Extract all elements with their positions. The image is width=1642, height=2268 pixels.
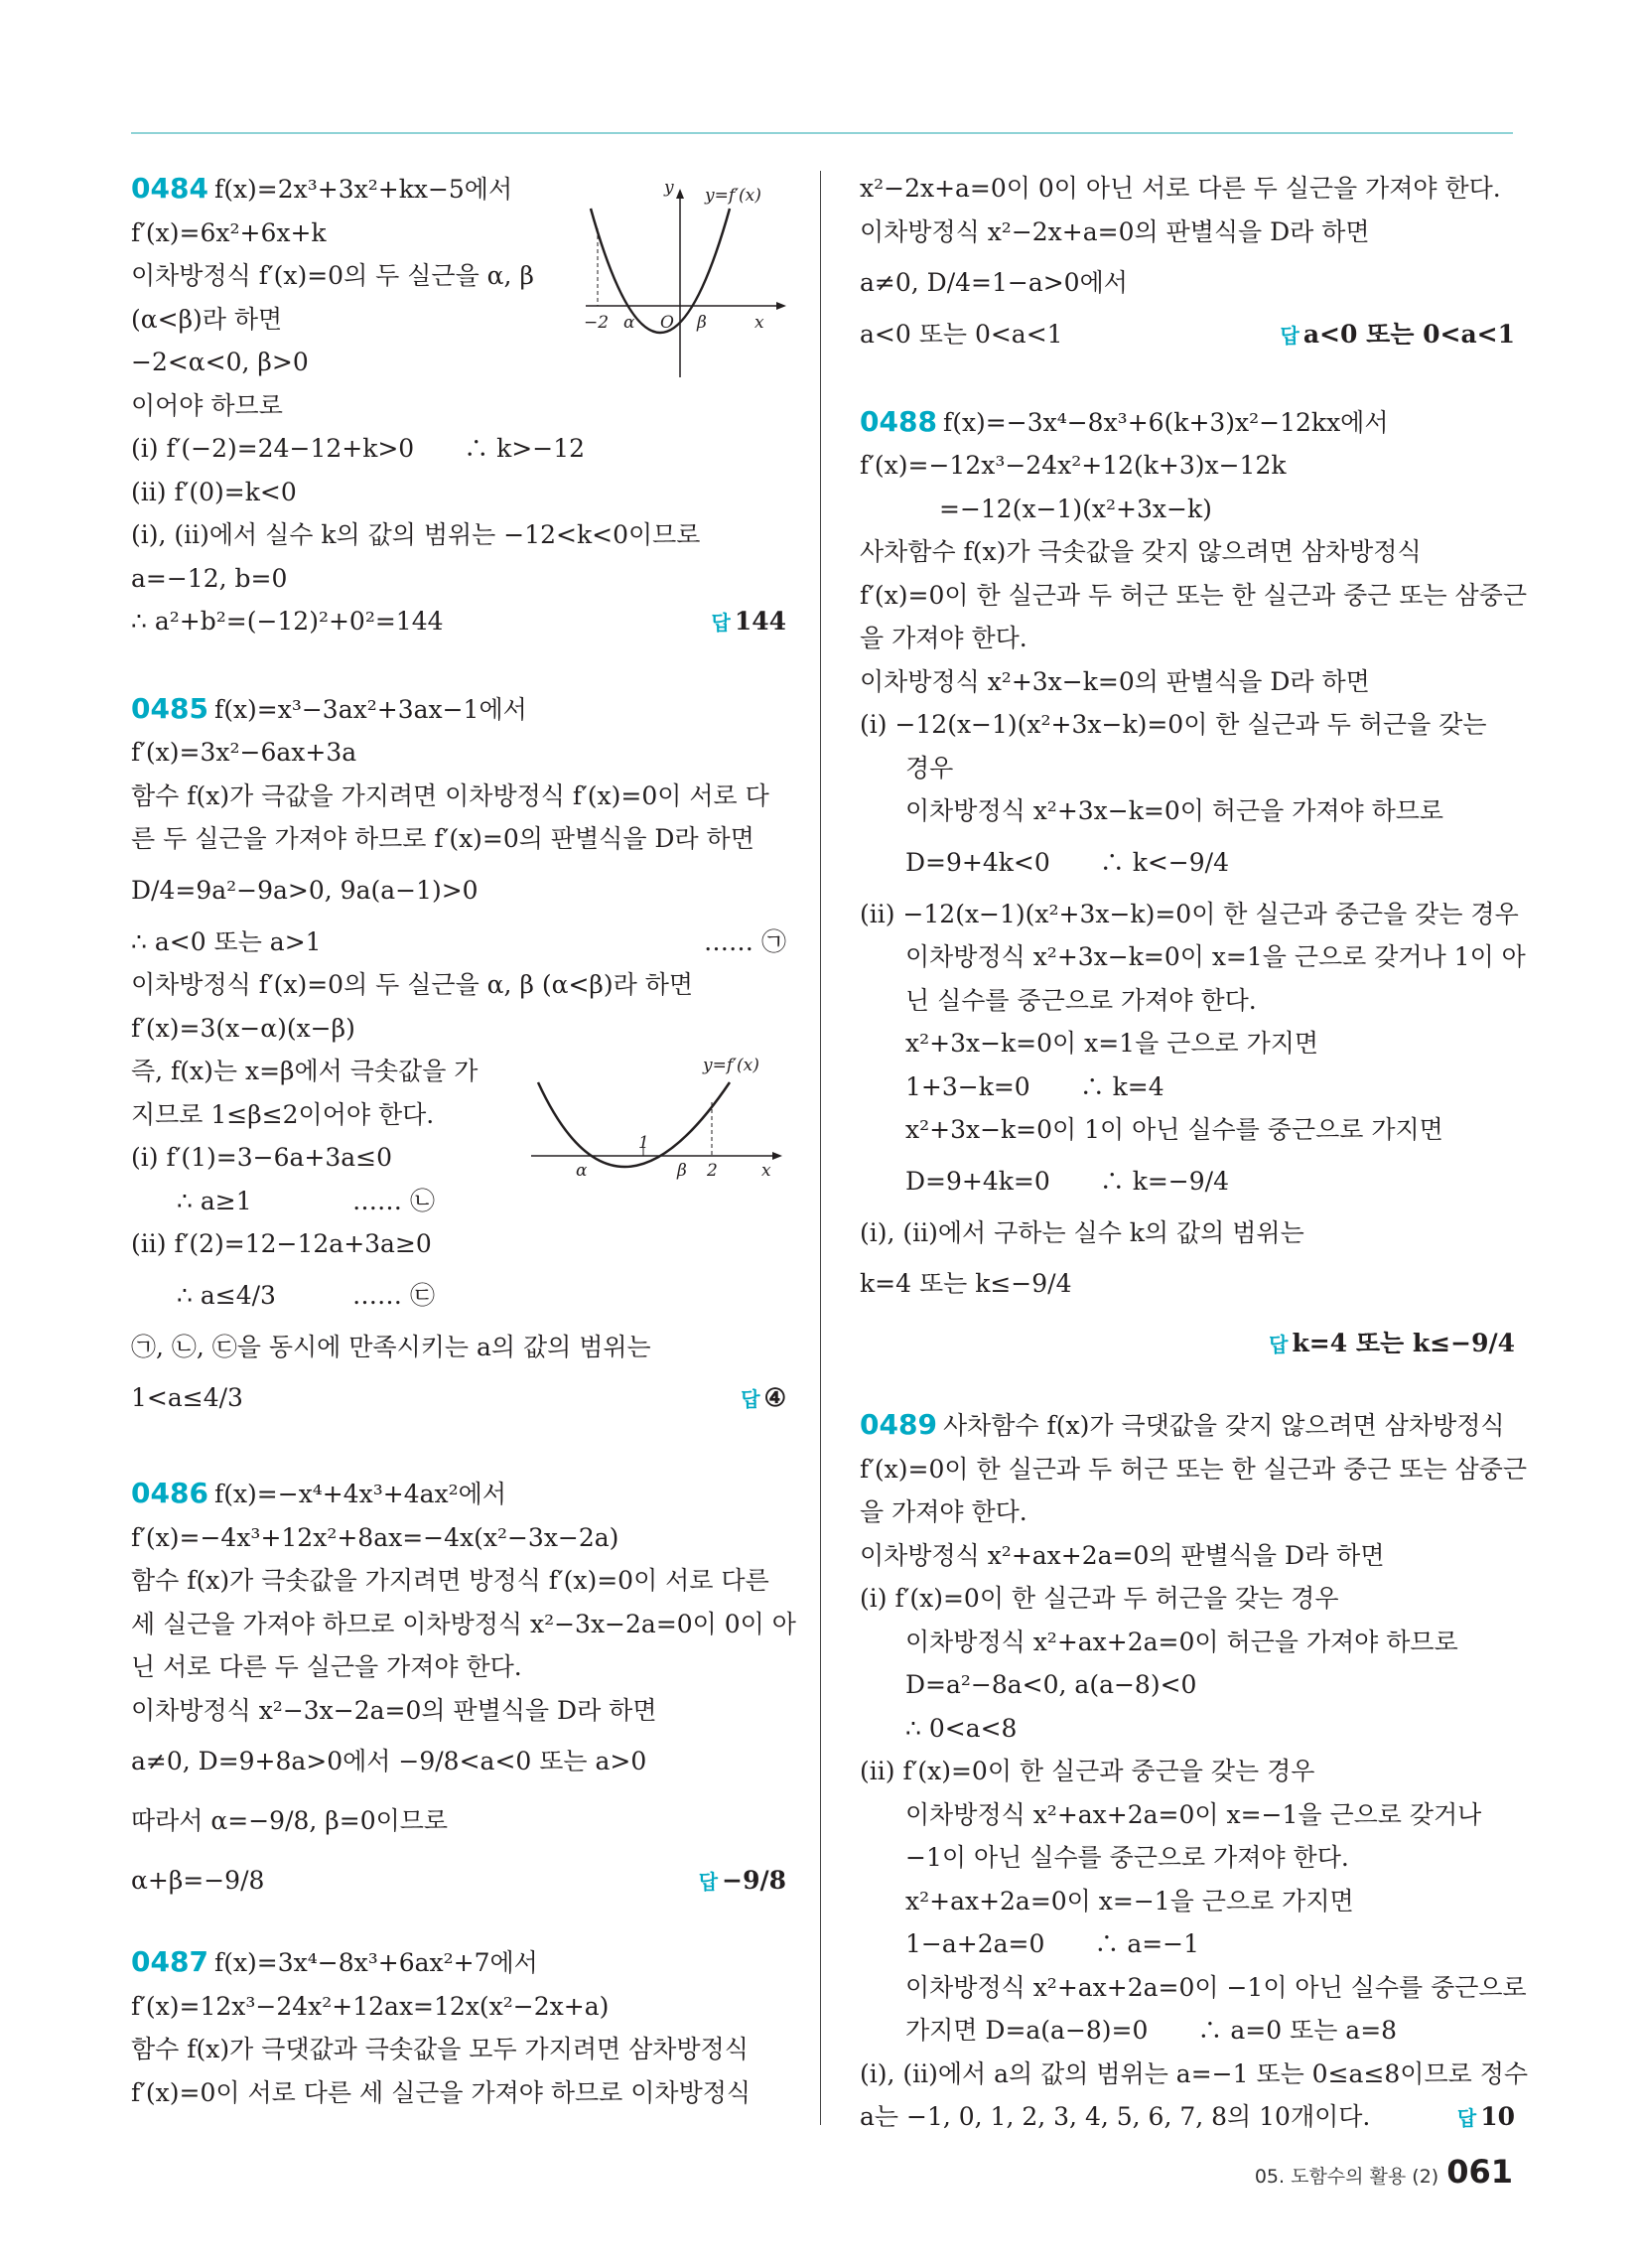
solution-line: ∴ a≤4/3 …… ㉢ [131,1266,435,1326]
solution-line: =−12(x−1)(x²+3x−k) [939,494,1212,523]
solution-line: −1이 아닌 실수를 중근으로 가져야 한다. [905,1843,1349,1872]
problem-number: 0486 [131,1477,208,1509]
x-axis-label: x [754,313,764,333]
solution-line: D=9+4k<0 ∴ k<−9/4 [905,847,1229,877]
solution-line: 른 두 실근을 가져야 하므로 f′(x)=0의 판별식을 D라 하면 [131,824,754,853]
solution-line: (ⅱ) f′(0)=k<0 [131,477,297,506]
solution-line: 이차방정식 x²−2x+a=0의 판별식을 D라 하면 [860,216,1370,246]
answer: 답 ④ [741,1383,786,1412]
problem-number: 0484 [131,172,208,205]
solution-line: (ⅱ) f′(x)=0이 한 실근과 중근을 갖는 경우 [860,1757,1315,1785]
solution-line: f′(x)=3(x−α)(x−β) [131,1013,355,1043]
solution-line: f′(x)=6x²+6x+k [131,217,327,247]
solution-line: (ⅰ), (ⅱ)에서 a의 값의 범위는 a=−1 또는 0≤a≤8이므로 정수 [860,2058,1528,2088]
solution-line: x²+3x−k=0이 1이 아닌 실수를 중근으로 가지면 [905,1115,1443,1144]
beta-label: β [677,1161,687,1181]
solution-line: f′(x)=0이 서로 다른 세 실근을 가져야 하므로 이차방정식 [131,2077,752,2107]
y-axis-arrow [676,189,684,199]
problem-0486 [131,1472,796,1911]
solution-line: 이어야 하므로 [131,390,283,420]
solution-line: ∴ a²+b²=(−12)²+0²=144 답 144 [131,600,786,643]
solution-line: 이차방정식 x²+ax+2a=0이 −1이 아닌 실수를 중근으로 [905,1972,1527,2002]
problem-number: 0489 [860,1408,937,1441]
solution-line: 을 가져야 한다. [860,624,1027,652]
solution-line: (ⅱ) −12(x−1)(x²+3x−k)=0이 한 실근과 중근을 갖는 경우 [860,899,1519,928]
solution-line: f(x)=−3x⁴−8x³+6(k+3)x²−12kx에서 [942,407,1389,437]
solution-line: 함수 f(x)가 극값을 가지려면 이차방정식 f′(x)=0이 서로 다 [131,780,769,810]
solution-line: 이차방정식 x²+3x−k=0이 x=1을 근으로 갖거나 1이 아 [905,942,1526,971]
solution-line: 함수 f(x)가 극솟값을 가지려면 방정식 f′(x)=0이 서로 다른 [131,1566,769,1595]
problem-0489 [860,1403,1528,2139]
alpha-label: α [576,1161,588,1181]
solution-line: 이차방정식 f′(x)=0의 두 실근을 α, β [131,261,534,290]
column-divider [820,171,821,2125]
solution-line: x²+ax+2a=0이 x=−1을 근으로 가지면 [905,1886,1354,1915]
solution-line: 따라서 α=−9/8, β=0이므로 [131,1806,449,1835]
solution-line: f′(x)=12x³−24x²+12ax=12x(x²−2x+a) [131,1991,610,2021]
tick-label: 1 [638,1133,649,1153]
tick-label: −2 [584,313,610,333]
alpha-label: α [623,313,635,333]
x-axis-arrow [772,1152,782,1160]
solution-line: (ⅰ) −12(x−1)(x²+3x−k)=0이 한 실근과 두 허근을 갖는 [860,710,1487,739]
problem-0488 [860,400,1528,1374]
solution-line: 사차함수 f(x)가 극솟값을 갖지 않으려면 삼차방정식 [860,537,1422,566]
answer-line [860,1314,1515,1373]
solution-line: D=a²−8a<0, a(a−8)<0 [905,1670,1197,1699]
solution-line: 가지면 D=a(a−8)=0 ∴ a=0 또는 a=8 [905,2016,1398,2045]
solution-line: (ⅰ), (ⅱ)에서 실수 k의 값의 범위는 −12<k<0이므로 [131,520,701,549]
page-footer [1255,2153,1513,2191]
graph-0484 [566,179,804,387]
condition-mark: …… ㉡ [352,1186,435,1215]
x-axis-arrow [776,302,786,310]
solution-line: f(x)=3x⁴−8x³+6ax²+7에서 [213,1948,538,1977]
solution-line: a≠0, D=9+8a>0에서 −9/8<a<0 또는 a>0 [131,1747,647,1775]
solution-line: f(x)=2x³+3x²+kx−5에서 [213,175,513,204]
solution-line: f′(x)=−4x³+12x²+8ax=−4x(x²−3x−2a) [131,1522,619,1552]
solution-line: 이차방정식 f′(x)=0의 두 실근을 α, β (α<β)라 하면 [131,970,694,999]
solution-line: f′(x)=3x²−6ax+3a [131,738,357,767]
problem-0487-continued [860,167,1515,356]
solution-line: 닌 실수를 중근으로 가져야 한다. [905,985,1257,1015]
solution-line: α+β=−9/8 답 −9/8 [131,1851,786,1911]
solution-line: 1+3−k=0 ∴ k=4 [905,1071,1164,1101]
solution-line: ∴ a≥1 …… ㉡ [131,1180,435,1223]
solution-line: 이차방정식 x²+ax+2a=0의 판별식을 D라 하면 [860,1540,1385,1570]
solution-line: 이차방정식 x²+ax+2a=0이 허근을 가져야 하므로 [905,1627,1458,1656]
answer: 답 −9/8 [698,1866,786,1895]
solution-line: (ⅰ) f′(x)=0이 한 실근과 두 허근을 갖는 경우 [860,1584,1339,1613]
graph-0485 [526,1053,794,1202]
solution-line: 이차방정식 x²+3x−k=0의 판별식을 D라 하면 [860,666,1370,696]
curve-label: y=f′(x) [705,186,761,206]
solution-line: 세 실근을 가져야 하므로 이차방정식 x²−3x−2a=0이 0이 아 [131,1609,796,1638]
solution-line: (α<β)라 하면 [131,304,283,334]
solution-line: 1−a+2a=0 ∴ a=−1 [905,1929,1200,1958]
x-axis-label: x [761,1161,771,1181]
condition-mark: …… ㉠ [704,926,786,956]
page-number: 061 [1446,2153,1513,2191]
origin-label: O [660,313,674,333]
solution-line: f′(x)=−12x³−24x²+12(k+3)x−12k [860,451,1287,480]
solution-line: x²+3x−k=0이 x=1을 근으로 가지면 [905,1029,1319,1058]
solution-line: a=−12, b=0 [131,563,288,593]
answer: 답 10 [1456,2102,1515,2131]
section-title: 05. 도함수의 활용 (2) [1254,2166,1439,2188]
condition-mark: …… ㉢ [352,1280,435,1310]
solution-line: (ⅰ), (ⅱ)에서 구하는 실수 k의 값의 범위는 [860,1217,1304,1247]
solution-line: f′(x)=0이 한 실근과 두 허근 또는 한 실근과 중근 또는 삼중근 [860,1454,1528,1484]
solution-line: 이차방정식 x²−3x−2a=0의 판별식을 D라 하면 [131,1695,657,1725]
solution-line: 을 가져야 한다. [860,1497,1027,1526]
solution-line: 사차함수 f(x)가 극댓값을 갖지 않으려면 삼차방정식 [942,1411,1505,1440]
solution-line: 닌 서로 다른 두 실근을 가져야 한다. [131,1652,522,1681]
solution-line: ㉠, ㉡, ㉢을 동시에 만족시키는 a의 값의 범위는 [131,1332,651,1361]
solution-line: D=9+4k=0 ∴ k=−9/4 [905,1166,1229,1196]
top-rule [131,132,1513,134]
solution-line: D/4=9a²−9a>0, 9a(a−1)>0 [131,875,479,905]
solution-line: x²−2x+a=0이 0이 아닌 서로 다른 두 실근을 가져야 한다. [860,174,1501,203]
solution-line: f(x)=x³−3ax²+3ax−1에서 [213,694,527,724]
solution-line: a<0 또는 0<a<1 답 a<0 또는 0<a<1 [860,313,1515,356]
solution-line: ∴ a<0 또는 a>1 …… ㉠ [131,921,786,964]
problem-0487 [131,1940,786,2114]
tick-label: 2 [707,1161,718,1181]
solution-line: a는 −1, 0, 1, 2, 3, 4, 5, 6, 7, 8의 10개이다. 답 10 [860,2095,1515,2139]
solution-line: ∴ 0<a<8 [905,1713,1018,1743]
right-column [860,167,1528,2139]
solution-line: 이차방정식 x²+ax+2a=0이 x=−1을 근으로 갖거나 [905,1799,1482,1829]
answer: 답 k=4 또는 k≤−9/4 [1269,1329,1515,1357]
solution-line: 이차방정식 x²+3x−k=0이 허근을 가져야 하므로 [905,796,1444,825]
solution-line: 지므로 1≤β≤2이어야 한다. [131,1099,435,1129]
answer: 답 a<0 또는 0<a<1 [1280,320,1515,349]
solution-line: a≠0, D/4=1−a>0에서 [860,268,1128,297]
solution-line: (ⅱ) f′(2)=12−12a+3a≥0 [131,1229,432,1258]
parabola-curve [538,1082,730,1167]
y-axis-label: y [664,179,674,198]
solution-line: −2<α<0, β>0 [131,348,309,376]
solution-line: (ⅰ) f′(1)=3−6a+3a≤0 [131,1143,393,1172]
solution-line: k=4 또는 k≤−9/4 [860,1269,1072,1298]
answer: 답 144 [711,607,786,636]
curve-label: y=f′(x) [703,1056,759,1075]
solution-line: 함수 f(x)가 극댓값과 극솟값을 모두 가지려면 삼차방정식 [131,2035,749,2063]
solution-line: f(x)=−x⁴+4x³+4ax²에서 [213,1480,506,1508]
solution-line: 경우 [905,753,954,782]
beta-label: β [697,313,707,333]
problem-number: 0485 [131,691,208,725]
solution-line: 1<a≤4/3 답 ④ [131,1368,786,1428]
problem-number: 0488 [860,404,937,438]
problem-number: 0487 [131,1945,208,1978]
solution-line: (ⅰ) f′(−2)=24−12+k>0 ∴ k>−12 [131,434,586,463]
solution-line: 즉, f(x)는 x=β에서 극솟값을 가 [131,1057,479,1085]
solution-line: f′(x)=0이 한 실근과 두 허근 또는 한 실근과 중근 또는 삼중근 [860,580,1528,610]
